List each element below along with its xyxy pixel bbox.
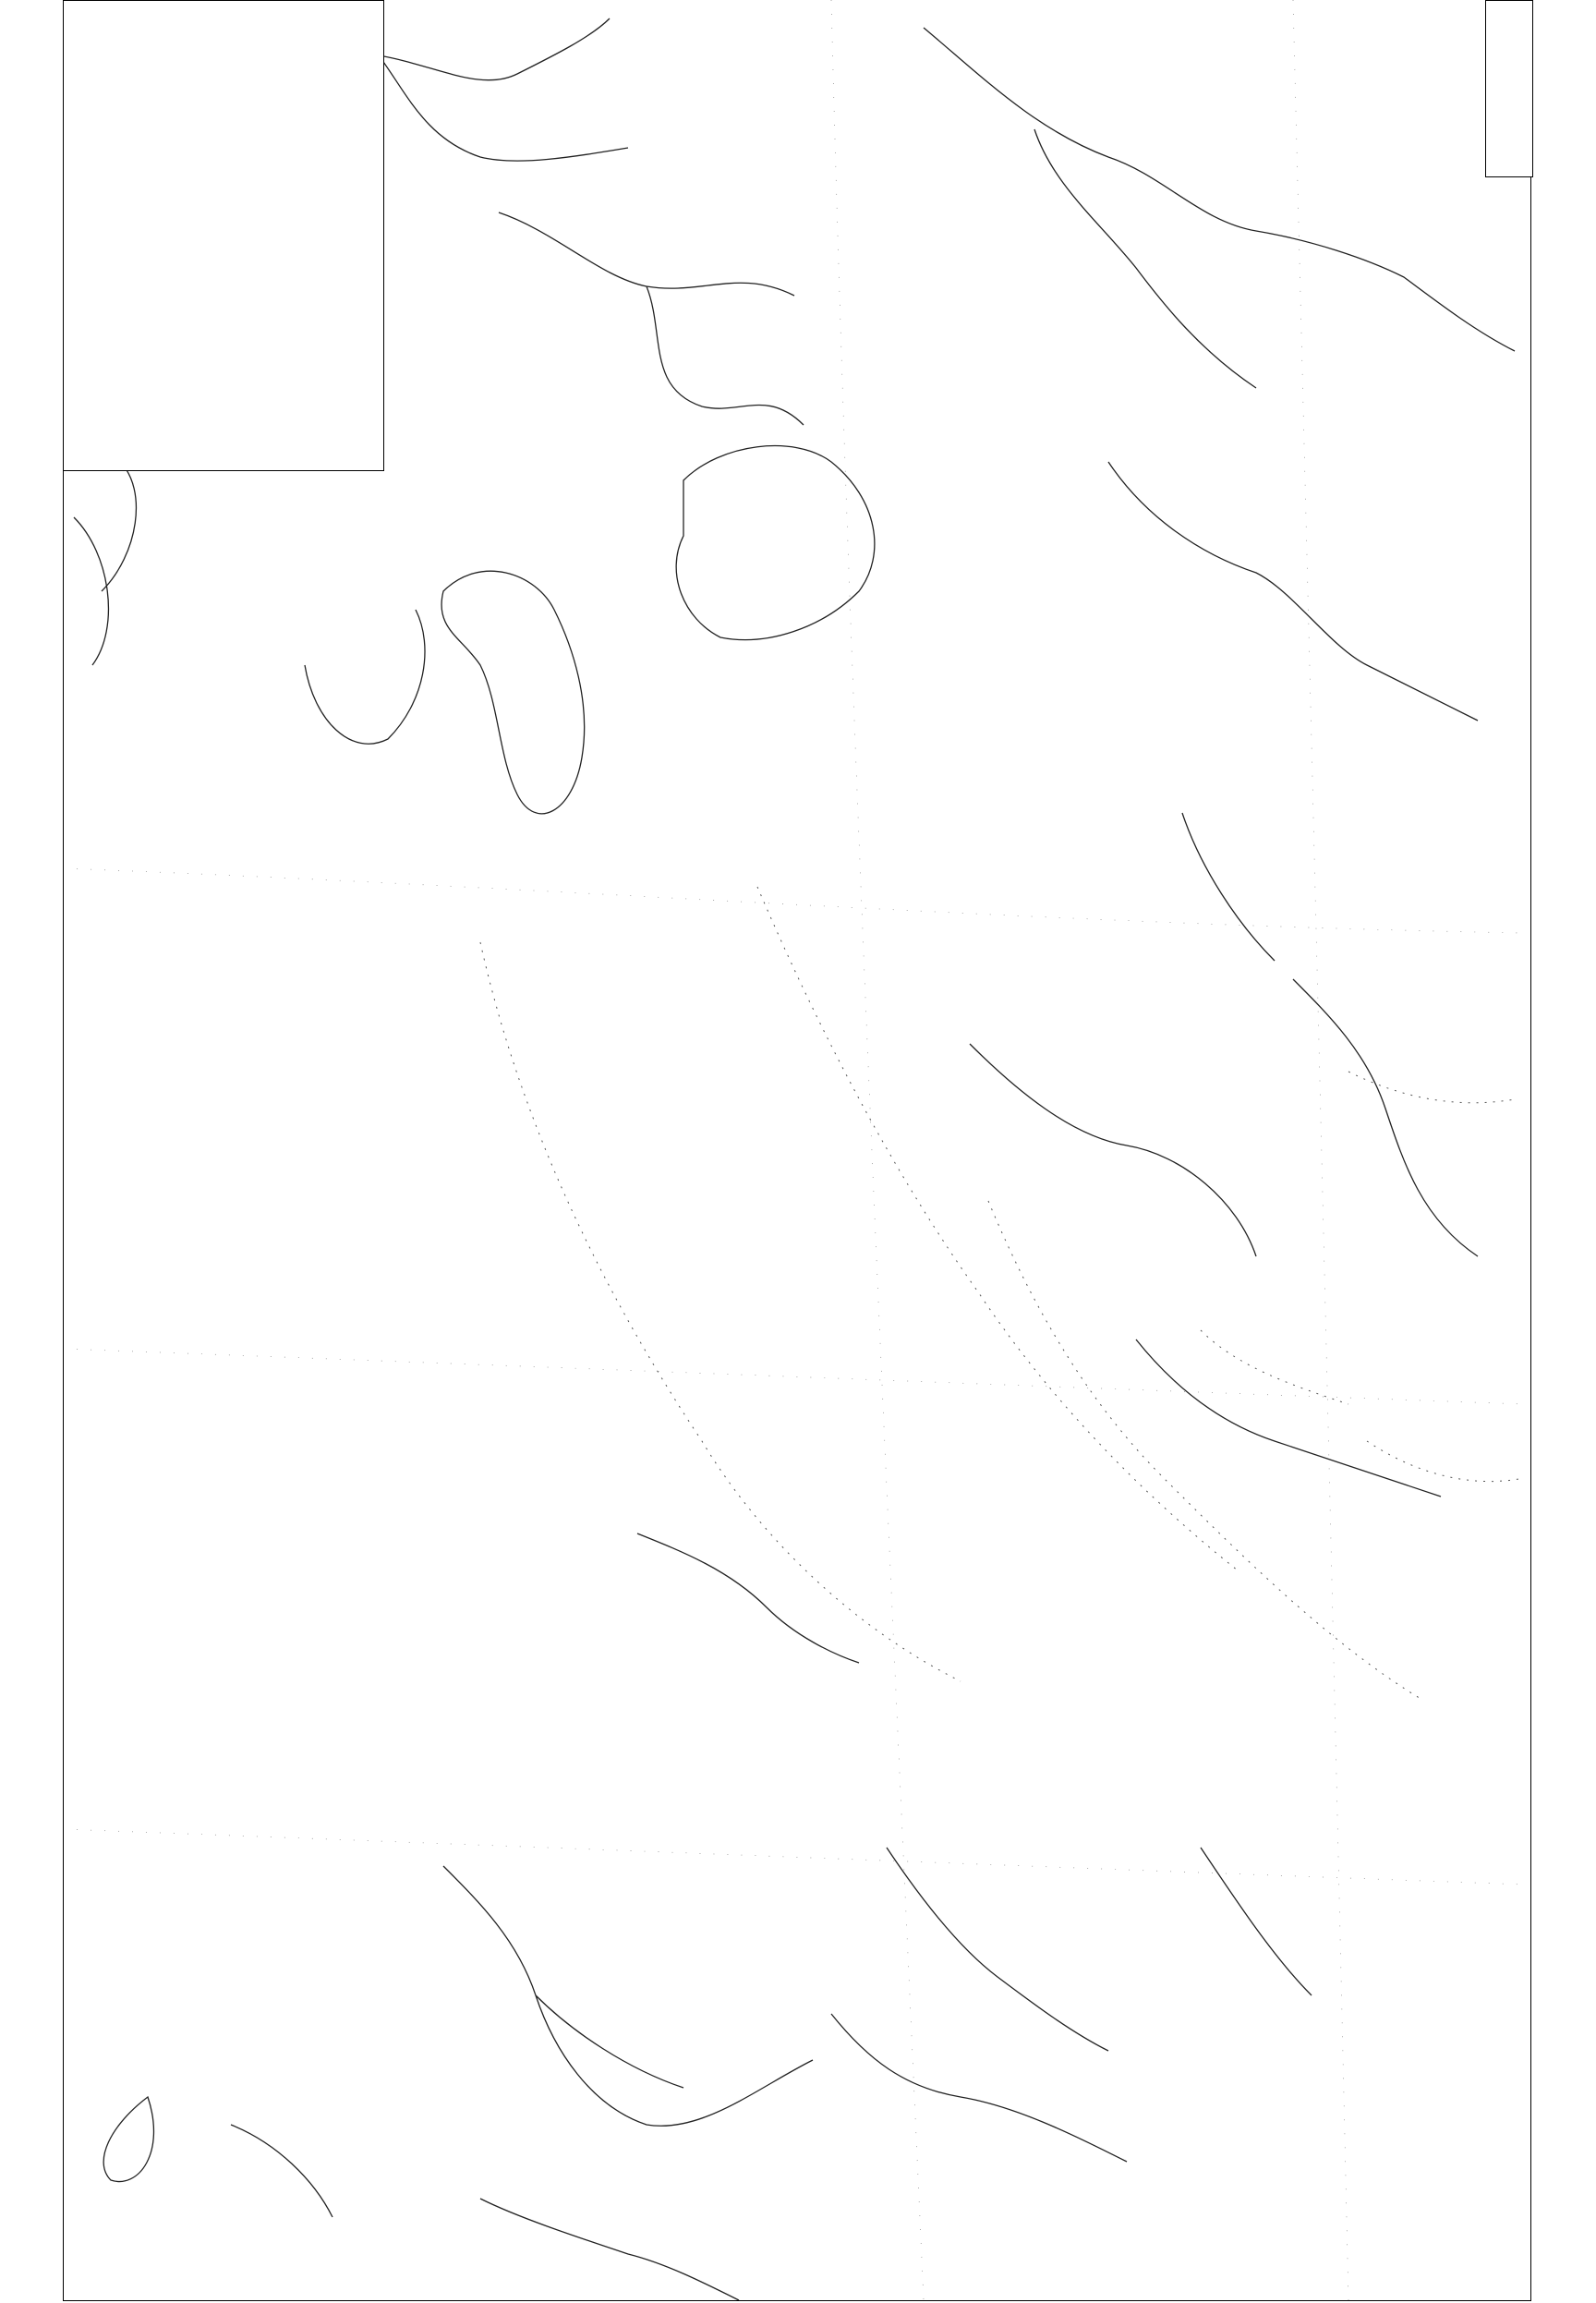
issuer-info-text: [64, 1, 383, 470]
chart-code-box: [1485, 0, 1533, 177]
chart-code: [1486, 1, 1532, 176]
issuer-info-box: [63, 0, 384, 471]
